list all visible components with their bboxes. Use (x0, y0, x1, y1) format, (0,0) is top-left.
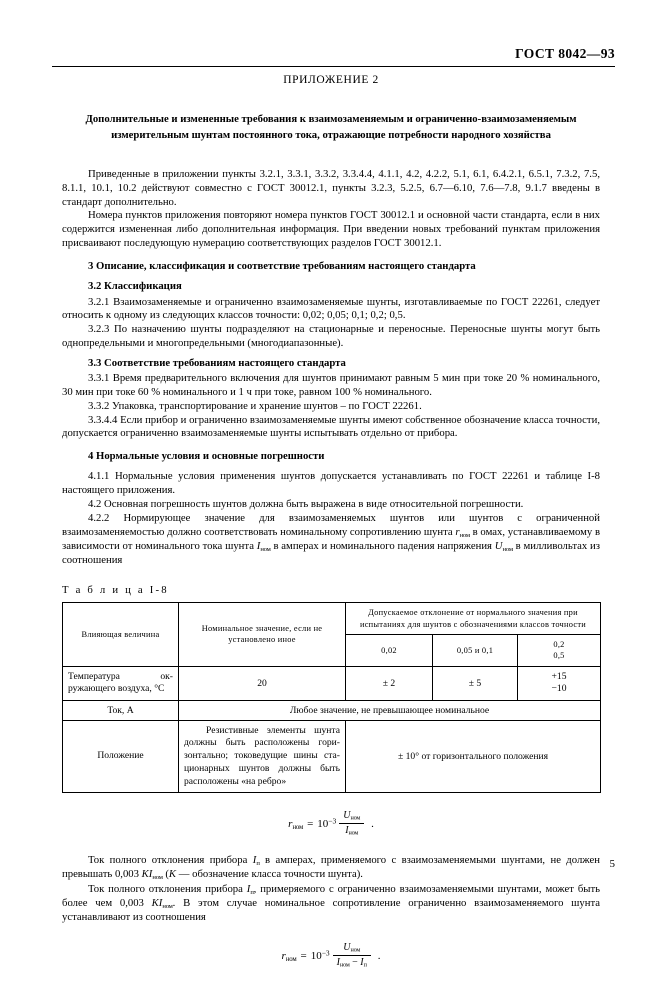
after-table-p1-text-3: ( (162, 868, 169, 881)
formula-denominator-variable-1 (337, 957, 350, 968)
para-4-2-2-text-4: в милливольтах из соотношения (62, 540, 600, 567)
paragraph-4-2: 4.2 Основная погрешность шунтов должна быть выражена в виде относительной погрешности. (88, 498, 524, 511)
formula-numerator-symbol: U (343, 941, 351, 953)
formula-denominator-subscript-2: п (363, 961, 367, 969)
variable-u-symbol: U (494, 540, 503, 553)
formula-denominator-symbol-1: I (336, 956, 340, 968)
formula-lhs (282, 950, 297, 962)
para-4-2-2-text-2: в омах, устанавливаемому в зависимости от номинального тока шунта (62, 525, 601, 553)
formula-exponent: −3 (321, 948, 330, 958)
subscript-nom: ном (162, 902, 173, 910)
after-table-p2-text-1: Ток полного отклонения прибора (88, 882, 247, 895)
variable-r-nominal (455, 526, 470, 538)
variable-ki-nominal (142, 868, 163, 880)
formula-period: . (377, 950, 381, 962)
variable-k: K (168, 868, 177, 881)
variable-ki-nominal (152, 897, 173, 909)
row-label-ambient-temperature: Температура ок-ружающего воздуха, °С (63, 666, 179, 700)
column-header-nominal-value (179, 603, 346, 666)
group-header-line-3: классов точности (519, 619, 587, 629)
formula-numerator (339, 810, 364, 824)
paragraph-3-2-3: 3.2.3 По назначению шунты подразделяют на стационарные и переносные. Переносные шунты могут быть однопредельными и многопредельными (многодиапазонные). (62, 323, 600, 349)
spacer (62, 157, 600, 168)
formula-fraction (333, 942, 371, 968)
paragraph-full-deflection-interchangeable (62, 854, 600, 883)
paragraph-3-3-4-4: 3.3.4.4 Если прибор и ограниченно взаимозаменяемые шунты имеют собственное обозначение класса точности, допускается ограниченно взаимозаменяемые шунты испытывать отдельно от прибора. (62, 413, 600, 440)
group-header-line-1: Допускаемое отклонение от нормального значения (368, 608, 562, 618)
variable-ki-symbol: KI (151, 897, 163, 910)
formula-fraction (339, 810, 364, 836)
row-label-position: Положение (63, 720, 179, 793)
column-header-nominal-line-2: установлено иное (228, 635, 296, 645)
formula-denominator-variable-2 (360, 957, 366, 968)
formula-numerator-subscript: ном (350, 946, 361, 954)
formula-denominator (339, 824, 364, 837)
formula-denominator-symbol: I (345, 824, 349, 836)
document-content (62, 74, 600, 986)
subscript-nom: ном (502, 545, 513, 553)
para-4-2-2-text-3: в амперах и номинального падения напряжения (270, 540, 495, 553)
section-heading-3: 3 Описание, классификация и соответствие требованиям настоящего стандарта (88, 259, 476, 272)
formula-lhs-subscript: ном (292, 824, 304, 832)
subscript-nom: ном (459, 531, 470, 539)
formula-numerator-subscript: ном (350, 814, 361, 822)
after-table-p1-text-4: — обозначение класса точности шунта). (176, 868, 363, 881)
paragraph-3-3-1: 3.3.1 Время предварительного включения для шунтов принимают равным 5 мин при токе 20 % номинального, 30 мин при токе 60 % номинального и 1 ч при токе, равном 100 % номинального. (62, 372, 600, 398)
cell-nominal-temperature: 20 (179, 666, 346, 700)
formula-nominal-resistance (62, 811, 600, 837)
paragraph-full-deflection-limited-interchangeable (62, 883, 600, 926)
table-body (63, 666, 601, 793)
cell-deviation-class-0-02: ± 2 (346, 666, 433, 700)
table-caption: Т а б л и ц а I-8 (62, 584, 169, 597)
subscript-nom: ном (260, 545, 271, 553)
variable-i-p (247, 883, 254, 895)
paragraph-4-1-1: 4.1.1 Нормальные условия применения шунтов допускается устанавливать по ГОСТ 22261 и таблице I-8 настоящего приложения. (62, 470, 600, 497)
formula-denominator-subscript-1: ном (339, 961, 350, 969)
paragraph-3-2-1: 3.2.1 Взаимозаменяемые и ограниченно взаимозаменяемые шунты, изготавливаемые по ГОСТ 22261, следует относить к одному из следующих классов точности: 0,02; 0,05; 0,1; 0,2; 0,5. (62, 295, 600, 322)
page-title-line-1: Дополнительные и измененные требования к взаимозаменяемым и ограниченно-взаимозаменяемым (85, 113, 577, 125)
formula-numerator (333, 942, 371, 956)
formula-numerator-variable (343, 942, 360, 953)
table-row (63, 720, 601, 793)
formula-lhs-symbol: r (288, 818, 293, 831)
table-header-row-1 (63, 603, 601, 635)
formula-base: 10 (317, 818, 329, 831)
after-table-p1-text-1: Ток полного отклонения прибора (88, 853, 253, 866)
variable-i-nominal (257, 540, 271, 552)
row-label-current: Ток, А (63, 700, 179, 720)
variable-i-symbol: I (246, 882, 251, 895)
variable-r-symbol: r (455, 525, 460, 538)
table-row (63, 666, 601, 700)
formula-exponent: −3 (328, 816, 337, 826)
column-header-class-0-02: 0,02 (346, 634, 433, 666)
subscript-nom: ном (152, 874, 163, 882)
page-number: 5 (609, 858, 615, 870)
section-heading-4: 4 Нормальные условия и основные погрешности (88, 450, 325, 463)
column-header-influencing-quantity: Влияющая величина (63, 603, 179, 666)
specification-table (62, 602, 601, 793)
cell-position-deviation: ± 10° от горизонтального положения (346, 720, 601, 793)
class-header-line-1: 0,2 (553, 639, 565, 649)
after-table-p2-text-3: . В этом случае номинальное сопротивление ограниченно взаимозаменяемого шунта устанавливают из соотношения (62, 897, 600, 924)
cell-deviation-class-0-05-0-1: ± 5 (433, 666, 518, 700)
column-header-class-0-05-0-1: 0,05 и 0,1 (433, 634, 518, 666)
formula-denominator-subscript: ном (348, 829, 359, 837)
column-header-class-0-2-0-5 (518, 634, 601, 666)
formula-numerator-symbol: U (343, 810, 351, 822)
formula-equals-sign: = (307, 818, 314, 831)
variable-i-symbol: I (256, 540, 261, 553)
subscript-p: п (256, 859, 260, 867)
subscript-p: п (250, 888, 254, 896)
variable-u-nominal (495, 540, 513, 552)
after-table-p2-text-2: , примеряемого с ограниченно взаимозаменяемыми шунтами, может быть более чем 0,003 (62, 882, 600, 910)
page-title (62, 112, 600, 143)
cell-deviation-class-0-2-0-5 (518, 666, 601, 700)
deviation-lower: −10 (551, 683, 567, 695)
paragraph-3-3-2: 3.3.2 Упаковка, транспортирование и хранение шунтов – по ГОСТ 22261. (88, 399, 422, 412)
cell-current-any-value: Любое значение, не превышающее номинальное (179, 700, 601, 720)
formula-lhs (288, 818, 303, 830)
formula-denominator-variable (345, 825, 358, 836)
formula-numerator-variable (343, 810, 360, 821)
page-title-line-2: измерительным шунтам постоянного тока, отражающие потребности народного хозяйства (111, 128, 551, 141)
formula-nominal-resistance-limited (62, 943, 600, 969)
formula-period: . (371, 818, 374, 831)
after-table-p1-text-2: в амперах, применяемого с взаимозаменяемыми шунтами, не должен превышать 0,003 (62, 853, 600, 881)
cell-position-requirement: Резистивные элементы шунта должны быть расположены гори-зонтально; токоведущие шины ста-ционарных шунтов должны быть расположены «на ребро» (179, 720, 346, 793)
variable-i-symbol: I (252, 853, 257, 866)
variable-i-p (253, 854, 260, 866)
section-heading-3-2: 3.2 Классификация (88, 280, 182, 293)
section-heading-3-3: 3.3 Соответствие требованиям настоящего стандарта (88, 356, 346, 369)
paragraph-intro-2: Номера пунктов приложения повторяют номера пунктов ГОСТ 30012.1 и основной части стандарта, если в них содержится измененная либо дополнительная информация. При введении новых требований пунктам приложения присваивают последующую нумерацию соответствующих разделов ГОСТ 30012.1. (62, 209, 600, 250)
formula-lhs-symbol: r (281, 950, 286, 962)
formula-equals-sign: = (300, 950, 307, 962)
formula-denominator-symbol-2: I (360, 956, 364, 968)
appendix-label: ПРИЛОЖЕНИЕ 2 (283, 74, 379, 86)
header-divider-rule (52, 66, 615, 67)
gost-standard-number: ГОСТ 8042—93 (515, 46, 615, 61)
variable-ki-symbol: KI (141, 868, 153, 881)
para-4-2-2-text-1: 4.2.2 Нормирующее значение для взаимозаменяемых шунтов или шунтов с ограниченной взаимозаменяемостью должно соответствовать номинальному сопротивлению шунта (62, 511, 600, 538)
group-header-line-2: при испытаниях для шунтов с обозначениями (359, 608, 578, 629)
class-header-line-2: 0,5 (553, 651, 565, 661)
formula-base: 10 (310, 950, 322, 962)
formula-lhs-subscript: ном (285, 955, 297, 963)
deviation-upper: +15 (551, 670, 567, 682)
column-header-permissible-deviation-group (346, 603, 601, 635)
column-header-nominal-line-1: Номинальное значение, если не (201, 624, 323, 634)
formula-denominator-minus: − (349, 956, 361, 968)
formula-denominator (333, 956, 371, 969)
table-header (63, 603, 601, 666)
table-row (63, 700, 601, 720)
paragraph-intro-1: Приведенные в приложении пункты 3.2.1, 3.3.1, 3.3.2, 3.3.4.4, 4.1.1, 4.2, 4.2.2, 5.1, 6.1, 6.4.2.1, 6.5.1, 7.3.2, 7.5, 8.1.1, 10.1, 10.2 действуют совместно с ГОСТ 30012.1, пункты 3.2.3, 5.2.5, 6.7—6.10, 7.6—7.8, 9.1.7 введены в стандарт дополнительно. (62, 168, 600, 208)
paragraph-4-2-2 (62, 512, 600, 568)
